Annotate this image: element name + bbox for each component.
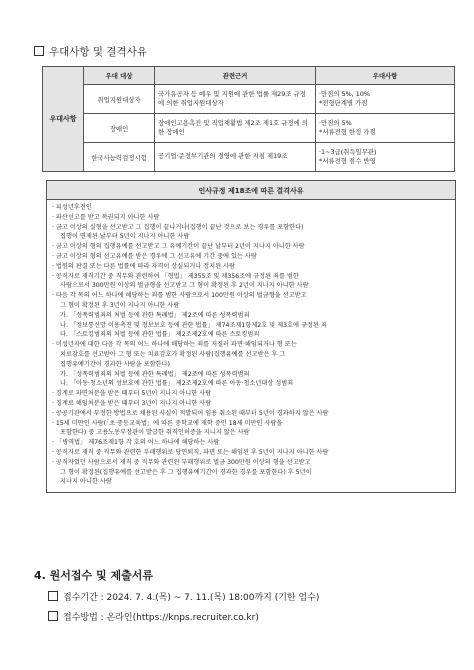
- checkbox-square-icon: [34, 46, 44, 56]
- table-row: [43, 114, 455, 143]
- disqualification-line: · 「병역법」 제76조제1항 각 호의 어느 하나에 해당하는 사람: [52, 439, 220, 447]
- disqualification-line: 나. 「아동·청소년의 성보호에 관한 법률」 제2조제2호에 따른 아동·청소년대상 성범죄: [60, 380, 294, 388]
- table-row: [43, 143, 455, 172]
- basis-cell: 장애인고용촉진 및 직업재활법 제2조 제1호 규정에 의한 장애인: [155, 114, 316, 143]
- benefit-cell: [316, 114, 455, 143]
- target-cell: 장애인: [84, 114, 155, 143]
- table-header-basis: 관련근거: [155, 67, 316, 85]
- section-title-text: 우대사항 및 결격사유: [49, 46, 147, 58]
- disqualification-line: 가. 「성폭력범죄의 처벌 등에 관한 특례법」 제2조에 따른 성폭력범죄: [60, 370, 250, 378]
- disqualification-line: · 피성년후견인: [52, 204, 92, 211]
- disqualification-line: 나. 「정보통신망 이용촉진 및 정보보호 등에 관한 법률」 제74조제1항제2호 및 제3호에 규정된 죄: [60, 321, 327, 329]
- table-row: [43, 85, 455, 114]
- checkbox-square-icon: [48, 611, 58, 621]
- disqualification-line: 포함한다) 중 고용노동부장관이 발급한 취직인허증을 지니지 않은 사람: [60, 429, 250, 437]
- application-period-text: 접수기간 : 2024. 7. 4.(목) ~ 7. 11.(목) 18:00까지 (기한 엄수): [63, 593, 320, 603]
- disqualification-line: 그 형이 확정된(집행유예를 선고받은 후 그 집행유예기간이 경과한 경우를 포함한다) 후 5년이: [60, 468, 312, 476]
- application-method-text: 접수방법 : 온라인(https://knps.recruiter.co.kr): [63, 613, 259, 623]
- disqualification-line: 집행유예기간이 경과한 사람을 포함한다): [60, 360, 170, 368]
- disqualification-line: · 금고 이상의 실형을 선고받고 그 집행이 끝나거나(집행이 끝난 것으로 보는 경우를 포함한다): [52, 223, 304, 231]
- disqualification-line: · 법원의 판결 또는 다른 법률에 따라 자격이 상실되거나 정지된 사람: [52, 262, 236, 270]
- disqualification-line: · 공직자로 재직기간 중 직무와 관련하여 「형법」 제355조 및 제356조에 규정된 죄를 범한: [52, 272, 299, 280]
- checkbox-square-icon: [48, 591, 58, 601]
- disqualification-line: · 금고 이상의 형의 집행유예를 선고받고 그 유예기간이 끝난 날부터 2년이 지나지 아니한 사람: [52, 243, 305, 251]
- disqualification-line: 가. 「성폭력범죄의 처벌 등에 관한 특례법」 제2조에 따른 성폭력범죄: [60, 311, 250, 319]
- disqualification-list: [47, 200, 455, 492]
- table-header-row: [43, 67, 455, 85]
- basis-cell: 국가유공자 등 예우 및 지원에 관한 법률 제29조 규정에 의한 취업지원대상자: [155, 85, 316, 114]
- disqualification-line: 집행이 면제된 날부터 5년이 지나지 아니한 사람: [60, 233, 190, 241]
- table-header-benefit: 우대사항: [316, 67, 455, 85]
- disqualification-line: · 다음 각 목의 어느 하나에 해당하는 죄를 범한 사람으로서 100만원 이상의 벌금형을 선고받고: [52, 292, 307, 300]
- application-period-item: [48, 590, 319, 603]
- benefit-cell: [316, 85, 455, 114]
- disqualification-line: · 공직자였던 사람으로서 재직 중 직무와 관련된 부패행위로 벌금 300만원 이상의 형을 선고받고: [52, 458, 311, 466]
- disqualification-line: 치료감호를 선고받아 그 형 또는 치료감호가 확정된 사람(집행유예를 선고받은 후 그: [60, 350, 286, 358]
- benefit-line: ·만점의 5%, 10%: [319, 89, 370, 98]
- target-cell: 한국사능력검정시험: [84, 143, 155, 172]
- disqualification-line: 그 형이 확정된 후 3년이 지나지 아니한 사람: [60, 301, 180, 309]
- disqualification-line: · 공공기관에서 부정한 방법으로 채용된 사실이 적발되어 임용 취소된 때부터 5년이 경과하지 않은 사람: [52, 409, 329, 417]
- disqualification-line: · 금고 이상의 형의 선고유예를 받은 경우에 그 선고유예 기간 중에 있는 사람: [52, 252, 257, 260]
- disqualification-line: 사람으로서 300만원 이상의 벌금형을 선고받고 그 형이 확정된 후 2년이 지나지 아니한 사람: [60, 282, 309, 290]
- disqualification-box: [46, 180, 456, 493]
- disqualification-line: 지나지 아니한 사람: [60, 478, 112, 486]
- disqualification-line: · 징계로 해임처분을 받은 때부터 3년이 지나지 아니한 사람: [52, 399, 212, 407]
- row-header: 우대사항: [43, 67, 84, 172]
- disqualification-title: 인사규정 제18조에 따른 결격사유: [47, 181, 455, 200]
- disqualification-line: · 파산선고를 받고 복권되지 아니한 사람: [52, 213, 160, 221]
- application-method-item: [48, 610, 259, 623]
- basis-cell: 공기업·준정부기관의 경영에 관한 지침 제19조: [155, 143, 316, 172]
- benefit-line: ·만점의 5%: [319, 118, 352, 127]
- benefit-line: *서류전형 점수 반영: [319, 157, 376, 165]
- application-heading: 4. 원서접수 및 제출서류: [34, 569, 153, 582]
- benefit-line: ·1~3급(취득일무관): [319, 147, 377, 156]
- disqualification-line: · 공직자로 재직 중 직무와 관련한 부패행위로 당연퇴직, 파면 또는 해임된 후 5년이 지나지 아니한 사람: [52, 448, 329, 456]
- section-title: [34, 44, 147, 59]
- disqualification-line: · 15세 미만인 사람(「초·중등교육법」에 따른 중학교에 재학 중인 18세 미만인 사람을: [52, 419, 283, 427]
- benefit-cell: [316, 143, 455, 172]
- preference-table: [42, 66, 455, 172]
- disqualification-line: · 미성년자에 대한 다음 각 목의 어느 하나에 해당하는 죄를 저질러 파면·해임되거나 형 또는: [52, 341, 297, 349]
- benefit-line: *전형단계별 가점: [319, 99, 368, 107]
- table-header-target: 우대 대상: [84, 67, 155, 85]
- disqualification-line: 다. 「스토킹범죄의 처벌 등에 관한 법률」 제2조제2호에 따른 스토킹범죄: [60, 331, 260, 339]
- disqualification-line: · 징계로 파면처분을 받은 때부터 5년이 지나지 아니한 사람: [52, 390, 212, 398]
- target-cell: 취업지원대상자: [84, 85, 155, 114]
- benefit-line: *서류전형 한정 가점: [319, 128, 376, 136]
